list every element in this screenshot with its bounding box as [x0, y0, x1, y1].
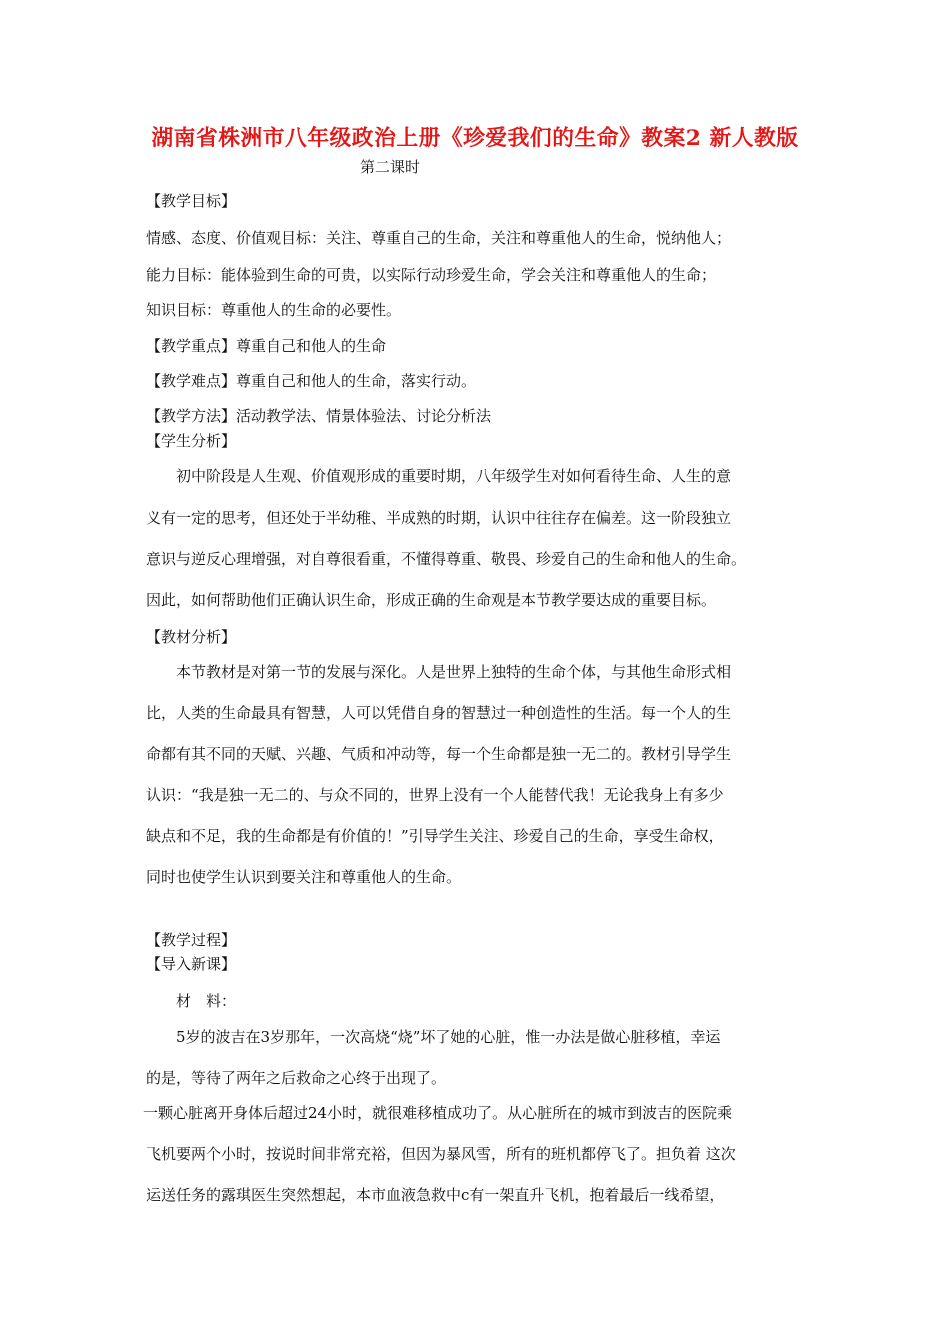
paragraph-line: 一颗心脏离开身体后超过24小时，就很难移植成功了。从心脏所在的城市到波吉的医院乘	[143, 1104, 733, 1122]
paragraph-line: 初中阶段是人生观、价值观形成的重要时期，八年级学生对如何看待生命、人生的意	[176, 467, 732, 485]
paragraph-line: 缺点和不足，我的生命都是有价值的！”引导学生关注、珍爱自己的生命，享受生命权，	[146, 827, 724, 845]
text-line: 【教学方法】活动教学法、情景体验法、讨论分析法	[146, 407, 492, 425]
paragraph-line: 意识与逆反心理增强，对自尊很看重，不懂得尊重、敬畏、珍爱自己的生命和他人的生命。	[146, 550, 747, 568]
paragraph-line: 本节教材是对第一节的发展与深化。人是世界上独特的生命个体，与其他生命形式相	[176, 663, 732, 681]
paragraph-line: 义有一定的思考，但还处于半幼稚、半成熟的时期，认识中往往存在偏差。这一阶段独立	[146, 509, 732, 527]
section-heading: 【教材分析】	[146, 628, 237, 646]
section-heading: 【教学过程】	[146, 931, 237, 949]
paragraph-line: 同时也使学生认识到要关注和尊重他人的生命。	[146, 868, 462, 886]
document-subtitle: 第二课时	[360, 158, 421, 176]
paragraph-line: 运送任务的露琪医生突然想起，本市血液急救中c有一架直升飞机，抱着最后一线希望，	[146, 1186, 725, 1204]
paragraph-line: 认识：“我是独一无二的、与众不同的，世界上没有一个人能替代我！无论我身上有多少	[146, 786, 724, 804]
paragraph-line: 比，人类的生命最具有智慧，人可以凭借自身的智慧过一种创造性的生活。每一个人的生	[146, 704, 732, 722]
document-title: 湖南省株洲市八年级政治上册《珍爱我们的生命》教案2 新人教版	[151, 126, 799, 151]
paragraph-line: 因此，如何帮助他们正确认识生命，形成正确的生命观是本节教学要达成的重要目标。	[146, 591, 717, 609]
text-line: 情感、态度、价值观目标：关注、尊重自己的生命，关注和尊重他人的生命，悦纳他人；	[146, 229, 732, 247]
paragraph-line: 5岁的波吉在3岁那年，一次高烧“烧”坏了她的心脏，惟一办法是做心脏移植，幸运	[176, 1028, 721, 1046]
text-line: 【教学重点】尊重自己和他人的生命	[146, 337, 387, 355]
text-line: 【教学难点】尊重自己和他人的生命，落实行动。	[146, 372, 477, 390]
section-heading: 【导入新课】	[146, 955, 237, 973]
material-label: 材 料：	[176, 992, 237, 1010]
text-line: 知识目标：尊重他人的生命的必要性。	[146, 301, 402, 319]
paragraph-line: 命都有其不同的天赋、兴趣、气质和冲动等，每一个生命都是独一无二的。教材引导学生	[146, 745, 732, 763]
paragraph-line: 飞机要两个小时，按说时间非常充裕，但因为暴风雪，所有的班机都停飞了。担负着 这次	[146, 1145, 736, 1163]
text-line: 能力目标：能体验到生命的可贵，以实际行动珍爱生命，学会关注和尊重他人的生命；	[146, 266, 717, 284]
section-heading: 【学生分析】	[146, 432, 237, 450]
section-heading: 【教学目标】	[146, 192, 237, 210]
paragraph-line: 的是，等待了两年之后救命之心终于出现了。	[146, 1069, 447, 1087]
